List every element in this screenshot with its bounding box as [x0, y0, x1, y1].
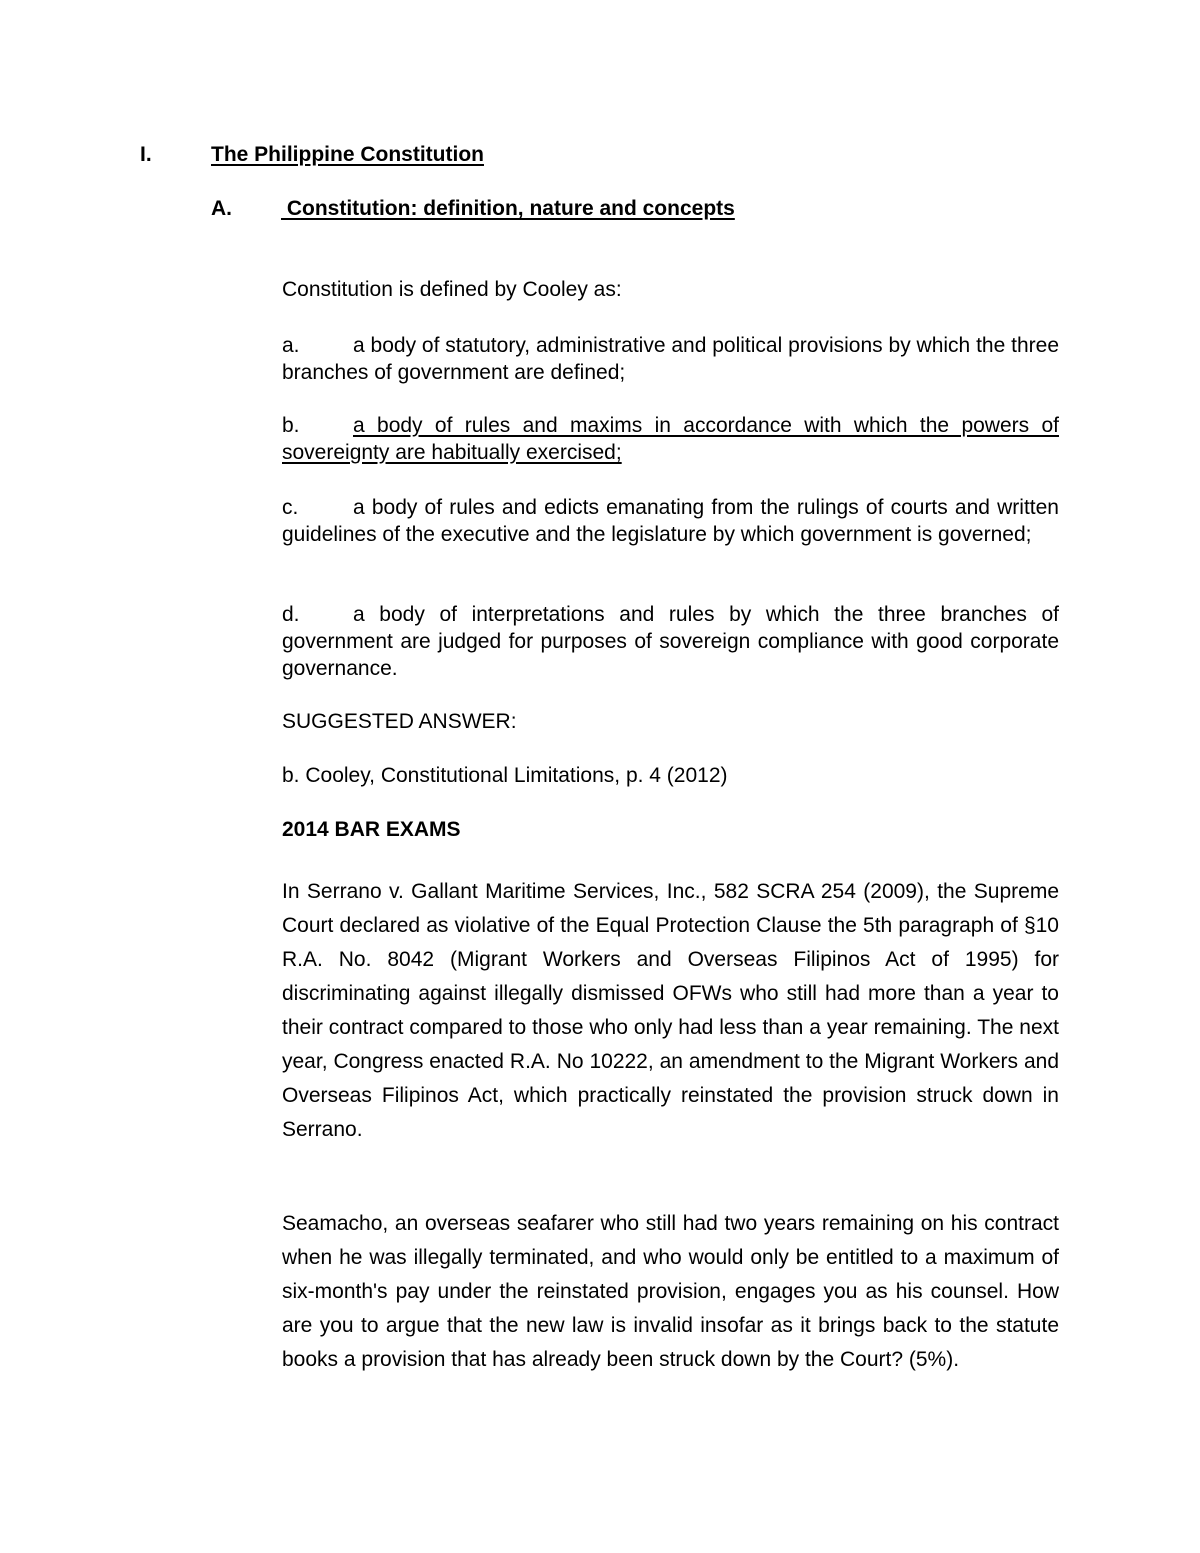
- choice-d: [282, 601, 1059, 682]
- choice-d-label: d.: [282, 603, 300, 626]
- suggested-answer: b. Cooley, Constitutional Limitations, p. 4 (2012): [282, 764, 728, 787]
- section-title: The Philippine Constitution: [211, 143, 484, 166]
- choice-c-label: c.: [282, 496, 299, 519]
- choice-c: [282, 494, 1059, 548]
- exam-paragraph: Seamacho, an overseas seafarer who still had two years remaining on his contract when he was illegally terminated, and who would only be entitled to a maximum of six-month's pay under the reinstated provision, engages you as his counsel. How are you to argue that the new law is invalid insofar as it brings back to the statute books a provision that has already been struck down by the Court? (5%).: [282, 1212, 1059, 1371]
- choice-c-text: a body of rules and edicts emanating from the rulings of courts and written guidelines of the executive and the legislature by which government is governed;: [282, 496, 1059, 546]
- choice-b-text: a body of rules and maxims in accordance with which the powers of sovereignty are habitually exercised;: [282, 414, 1059, 464]
- section-number: I.: [140, 143, 152, 166]
- choice-a-label: a.: [282, 334, 300, 357]
- choice-d-text: a body of interpretations and rules by which the three branches of government are judged for purposes of sovereign compliance with good corporate governance.: [282, 603, 1059, 680]
- subsection-letter: A.: [211, 197, 232, 220]
- choice-b: [282, 412, 1059, 466]
- suggested-answer-label: SUGGESTED ANSWER:: [282, 710, 517, 733]
- choice-b-label: b.: [282, 414, 300, 437]
- exam-paragraph: In Serrano v. Gallant Maritime Services, Inc., 582 SCRA 254 (2009), the Supreme Court declared as violative of the Equal Protection Clause the 5th paragraph of §10 R.A. No. 8042 (Migrant Workers and Overseas Filipinos Act of 1995) for discriminating against illegally dismissed OFWs who still had more than a year to their contract compared to those who only had less than a year remaining. The next year, Congress enacted R.A. No 10222, an amendment to the Migrant Workers and Overseas Filipinos Act, which practically reinstated the provision struck down in Serrano.: [282, 880, 1059, 1141]
- exam-heading: 2014 BAR EXAMS: [282, 818, 461, 841]
- choice-a: [282, 332, 1059, 386]
- question-intro: Constitution is defined by Cooley as:: [282, 278, 622, 301]
- choice-a-text: a body of statutory, administrative and political provisions by which the three branches of government are defined;: [282, 334, 1059, 384]
- subsection-title: Constitution: definition, nature and concepts: [281, 197, 735, 220]
